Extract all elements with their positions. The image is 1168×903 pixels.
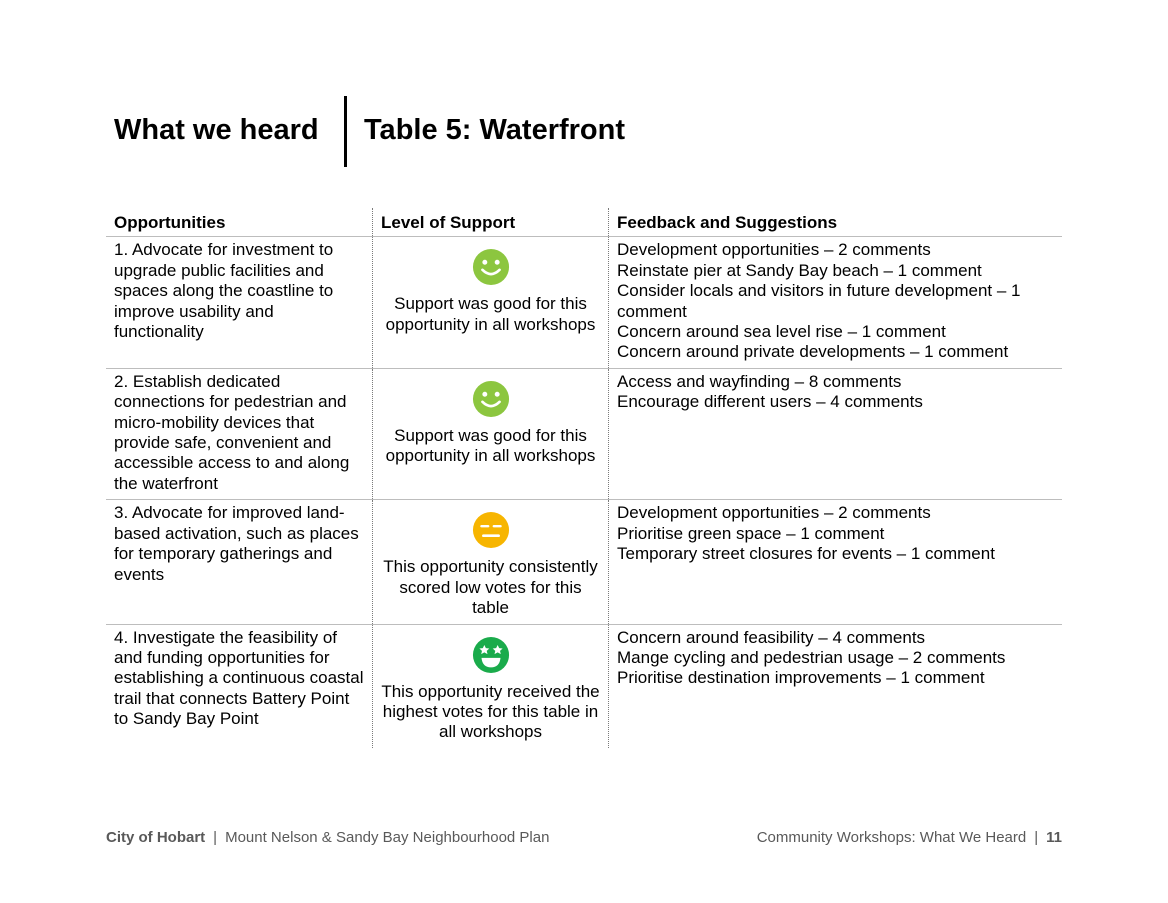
column-header-opportunities: Opportunities	[114, 213, 226, 232]
support-cell	[373, 500, 609, 624]
feedback-item: Concern around feasibility – 4 comments	[617, 627, 926, 647]
footer-right	[757, 829, 1062, 846]
opportunity-cell: 2. Establish dedicated connections for pedestrian and micro-mobility devices that provide safe, convenient and accessible access to and along the waterfront	[114, 371, 350, 493]
section-title: What we heard	[114, 114, 319, 146]
footer-org: City of Hobart	[106, 829, 206, 846]
support-text: Support was good for this opportunity in all workshops	[385, 294, 596, 334]
feedback-item: Reinstate pier at Sandy Bay beach – 1 comment	[617, 260, 982, 280]
feedback-item: Development opportunities – 2 comments	[617, 503, 931, 523]
feedback-item: Consider locals and visitors in future development – 1 comment	[617, 281, 1021, 321]
support-cell	[373, 237, 609, 368]
table-row	[106, 624, 1062, 748]
table-row	[106, 237, 1062, 368]
feedback-item: Concern around private developments – 1 comment	[617, 342, 1009, 362]
support-cell	[373, 368, 609, 499]
table-row	[106, 500, 1062, 624]
feedback-item: Encourage different users – 4 comments	[617, 392, 923, 412]
column-header-level-of-support: Level of Support	[373, 208, 609, 237]
feedback-cell	[609, 368, 1063, 499]
support-cell	[373, 624, 609, 748]
waterfront-table	[106, 208, 1062, 748]
feedback-item: Prioritise destination improvements – 1 comment	[617, 668, 985, 688]
feedback-item: Concern around sea level rise – 1 comment	[617, 322, 946, 342]
feedback-item: Development opportunities – 2 comments	[617, 240, 931, 260]
title-divider	[344, 96, 347, 167]
smile-face-icon	[472, 380, 510, 418]
footer-doc: Community Workshops: What We Heard	[756, 829, 1027, 846]
feedback-item: Prioritise green space – 1 comment	[617, 523, 885, 543]
footer-separator: |	[213, 829, 218, 846]
footer-left	[106, 829, 549, 846]
feedback-cell	[609, 500, 1063, 624]
smile-face-icon	[472, 248, 510, 286]
star-eyes-face-icon	[472, 636, 510, 674]
opportunity-cell: 3. Advocate for improved land-based activation, such as places for temporary gatherings and events	[114, 503, 359, 584]
column-header-feedback: Feedback and Suggestions	[609, 208, 1063, 237]
opportunity-cell: 4. Investigate the feasibility of and funding opportunities for establishing a continuous coastal trail that connects Battery Point to Sandy Bay Point	[114, 627, 364, 729]
support-text: Support was good for this opportunity in all workshops	[385, 425, 596, 466]
feedback-item: Access and wayfinding – 8 comments	[617, 371, 902, 391]
feedback-item: Temporary street closures for events – 1 comment	[617, 544, 995, 564]
table-title: Table 5: Waterfront	[364, 114, 626, 146]
support-text: This opportunity consistently scored low votes for this table	[383, 557, 598, 618]
table-row	[106, 368, 1062, 499]
neutral-face-icon	[472, 511, 510, 549]
footer-plan: Mount Nelson & Sandy Bay Neighbourhood Plan	[225, 829, 550, 846]
feedback-cell	[609, 237, 1063, 368]
support-text: This opportunity received the highest votes for this table in all workshops	[381, 681, 600, 742]
feedback-cell	[609, 624, 1063, 748]
footer-separator: |	[1034, 829, 1039, 846]
table-header-row	[106, 208, 1062, 237]
opportunity-cell: 1. Advocate for investment to upgrade public facilities and spaces along the coastline to improve usability and functionality	[114, 240, 334, 342]
page-number: 11	[1046, 829, 1062, 846]
feedback-item: Mange cycling and pedestrian usage – 2 comments	[617, 647, 1006, 667]
